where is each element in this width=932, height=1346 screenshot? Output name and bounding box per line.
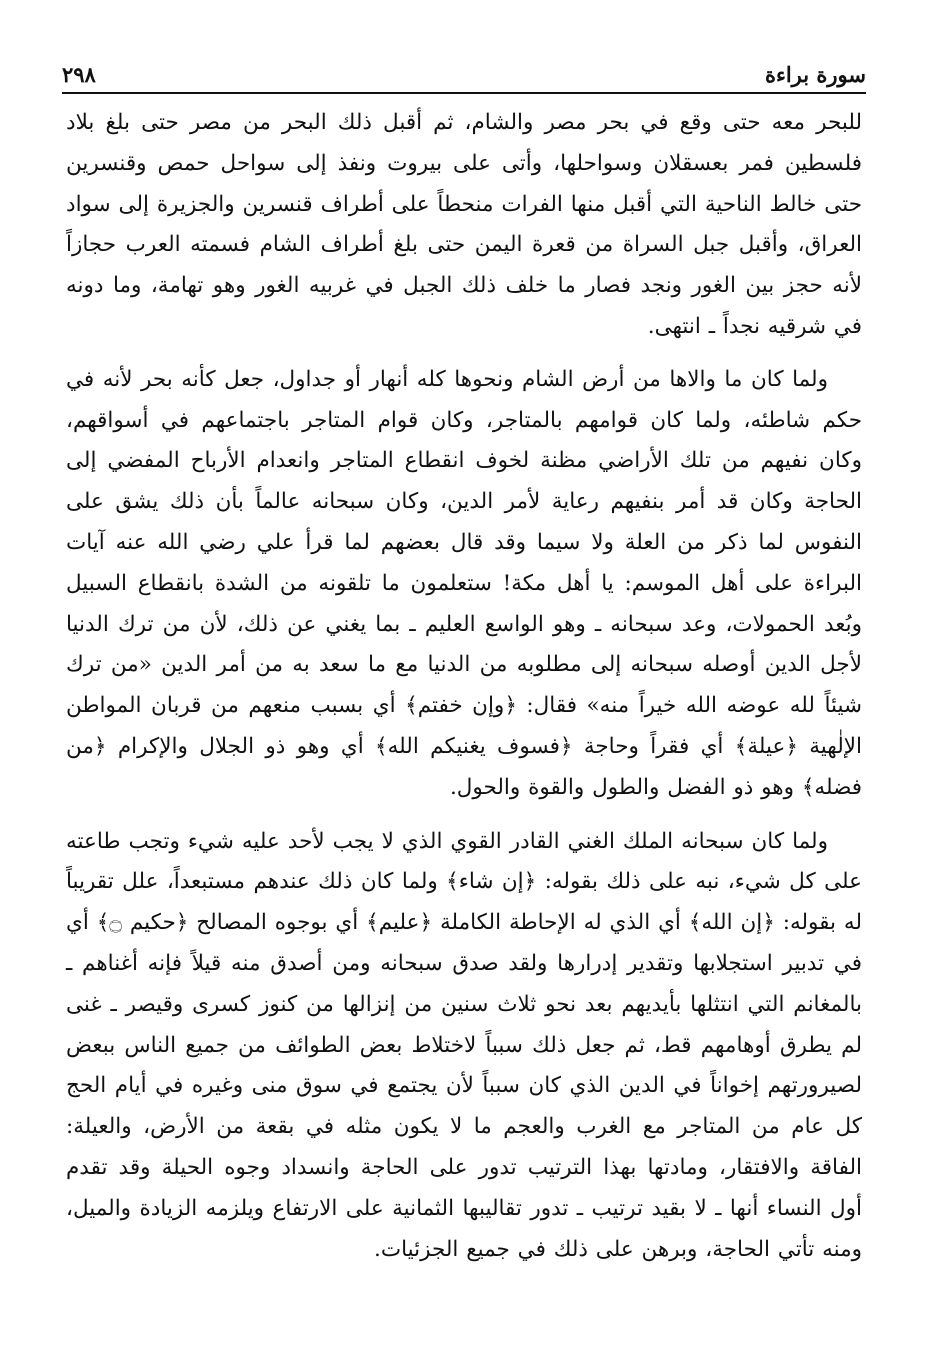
surah-title: سورة براءة — [764, 62, 866, 87]
paragraph: ولما كان ما والاها من أرض الشام ونحوها كله أنهار أو جداول، جعل كأنه بحر لأنه في حكم شاطئه، ولما كان قوامهم بالمتاجر، وكان قوام المتاجر باجتماعهم في أسواقهم، وكان نفيهم من تلك الأراضي مظنة لخوف انقطاع المتاجر وانعدام الأرباح المفضي إلى الحاجة وكان قد أمر بنفيهم رعاية لأمر الدين، وكان سبحانه عالماً بأن ذلك يشق على النفوس لما ذكر من العلة ولا سيما وقد قال بعضهم لما قرأ علي رضي الله عنه آيات البراءة على أهل الموسم: يا أهل مكة! ستعلمون ما تلقونه من الشدة بانقطاع السبيل وبُعد الحمولات، وعد سبحانه ـ وهو الواسع العليم ـ بما يغني عن ذلك، لأن من ترك الدنيا لأجل الدين أوصله سبحانه إلى مطلوبه من الدنيا مع ما سعد به من أمر الدين «من ترك شيئاً لله عوضه الله خيراً منه» فقال: ﴿وإن خفتم﴾ أي بسبب منعهم من قربان المواطن الإلٰهية ﴿عيلة﴾ أي فقراً وحاجة ﴿فسوف يغنيكم الله﴾ أي وهو ذو الجلال والإكرام ﴿من فضله﴾ وهو ذو الفضل والطول والقوة والحول. — [66, 366, 862, 800]
paragraph: ولما كان سبحانه الملك الغني القادر القوي الذي لا يجب لأحد عليه شيء وتجب طاعته على كل شيء، نبه على ذلك بقوله: ﴿إن شاء﴾ ولما كان ذلك عندهم مستبعداً، علل تقريباً له بقوله: ﴿إن الله﴾ أي الذي له الإحاطة الكاملة ﴿عليم﴾ أي بوجوه المصالح ﴿حكيم ۝﴾ أي في تدبير استجلابها وتقدير إدرارها ولقد صدق سبحانه ومن أصدق منه قيلاً فإنه أغناهم ـ بالمغانم التي انتثلها بأيديهم بعد نحو ثلاث سنين من إنزالها من كنوز كسرى وقيصر ـ غنى لم يطرق أوهامهم قط، ثم جعل ذلك سبباً لاختلاط بعض الطوائف من جميع الناس ببعض لصيرورتهم إخواناً في الدين الذي كان سبباً لأن يجتمع في سوق منى وغيره في أيام الحج كل عام من المتاجر مع الغرب والعجم ما لا يكون مثله في بقعة من الأرض، والعيلة: الفاقة والافتقار، ومادتها بهذا الترتيب تدور على الحاجة وانسداد وجوه الحيلة وقد تقدم أول النساء أنها ـ لا بقيد ترتيب ـ تدور تقاليبها الثمانية على الارتفاع ويلزمه الزيادة والميل، ومنه تأتي الحاجة، وبرهن على ذلك في جميع الجزئيات. — [66, 828, 862, 1262]
paragraph-continuation: للبحر معه حتى وقع في بحر مصر والشام، ثم أقبل ذلك البحر من مصر حتى بلغ بلاد فلسطين فمر بعسقلان وسواحلها، وأتى على بيروت ونفذ إلى سواحل حمص وقنسرين حتى خالط الناحية التي أقبل منها الفرات منحطاً على أطراف قنسرين والجزيرة إلى سواد العراق، وأقبل جبل السراة من قعرة اليمن حتى بلغ أطراف الشام فسمته العرب حجازاً لأنه حجز بين الغور ونجد فصار ما خلف ذلك الجبل في غربيه الغور وهو تهامة، وما دونه في شرقيه نجداً ـ انتهى. — [66, 110, 862, 339]
header-divider — [62, 92, 866, 94]
page-body — [66, 103, 862, 1270]
page-number: ٢٩٨ — [62, 62, 96, 87]
page-header — [62, 58, 866, 88]
